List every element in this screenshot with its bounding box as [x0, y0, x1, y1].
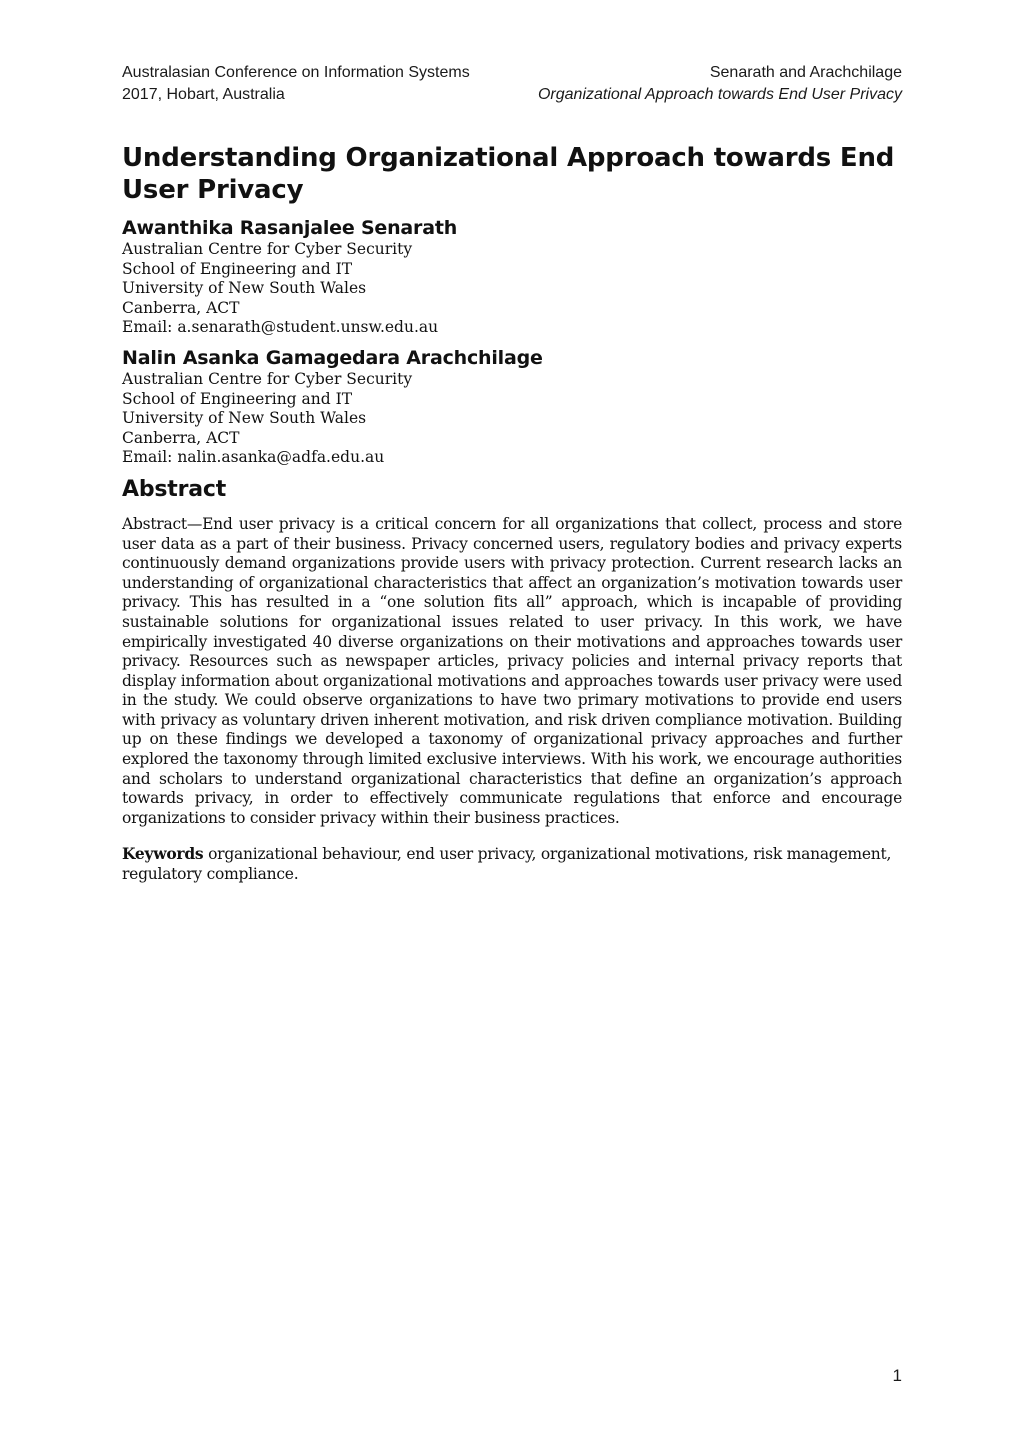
abstract-heading: Abstract: [122, 476, 227, 502]
affiliation-location: Canberra, ACT: [122, 298, 240, 317]
affiliation-university: University of New South Wales: [122, 279, 367, 298]
author-email: Email: a.senarath@student.unsw.edu.au: [122, 318, 439, 337]
header-conference-name: Australasian Conference on Information Systems: [122, 64, 470, 81]
affiliation-centre: Australian Centre for Cyber Security: [122, 240, 413, 258]
header-authors: Senarath and Arachchilage: [709, 64, 902, 81]
header-conference: [122, 62, 470, 106]
author-name: Awanthika Rasanjalee Senarath: [122, 217, 458, 239]
author-name: Nalin Asanka Gamagedara Arachchilage: [122, 346, 543, 369]
abstract-body: Abstract—End user privacy is a critical concern for all organizations that collect, process and store user data as a part of their business. Privacy concerned users, regulatory bodies and privacy experts continuously demand organizations provide users with privacy protection. Current research lacks an understanding of organizational characteristics that affect an organization’s motivation towards user privacy. This has resulted in a “one solution fits all” approach, which is incapable of providing sustainable solutions for organizational issues related to user privacy. In this work, we have empirically investigated 40 diverse organizations on their motivations and approaches towards user privacy. Resources such as newspaper articles, privacy policies and internal privacy reports that display information about organizational motivations and approaches towards user privacy were used in the study. We could observe organizations to have two primary motivations to provide end users with privacy as voluntary driven inherent motivation, and risk driven compliance motivation. Building up on these findings we developed a taxonomy of organizational privacy approaches and further explored the taxonomy through limited exclusive interviews. With his work, we encourage authorities and scholars to understand organizational characteristics that define an organization’s approach towards privacy, in order to effectively communicate regulations that enforce and encourage organizations to consider privacy within their business practices.: [122, 514, 902, 827]
author-block-1: [122, 216, 902, 338]
paper-title-line-1: Understanding Organizational Approach towards End: [122, 143, 895, 173]
author-email: Email: nalin.asanka@adfa.edu.au: [122, 448, 385, 467]
paper-title-line-2: User Privacy: [122, 175, 304, 205]
author-affiliation: [122, 370, 902, 468]
header-conference-year-location: 2017, Hobart, Australia: [122, 86, 285, 103]
affiliation-school: School of Engineering and IT: [122, 259, 353, 278]
affiliation-centre: Australian Centre for Cyber Security: [122, 369, 413, 388]
affiliation-location: Canberra, ACT: [122, 428, 240, 447]
author-affiliation: [122, 240, 902, 338]
keywords-list: organizational behaviour, end user privacy, organizational motivations, risk management, regulatory compliance.: [122, 844, 892, 883]
keywords-label: Keywords: [122, 843, 204, 863]
affiliation-university: University of New South Wales: [122, 409, 367, 428]
header-short-title: Organizational Approach towards End User Privacy: [537, 86, 902, 103]
author-block-2: [122, 346, 902, 468]
affiliation-school: School of Engineering and IT: [122, 389, 353, 408]
paper-title: [122, 142, 902, 206]
page-number: 1: [892, 1366, 902, 1385]
keywords-paragraph: [122, 844, 902, 884]
header-paper-info: [538, 62, 902, 106]
paper-content: [122, 142, 902, 900]
